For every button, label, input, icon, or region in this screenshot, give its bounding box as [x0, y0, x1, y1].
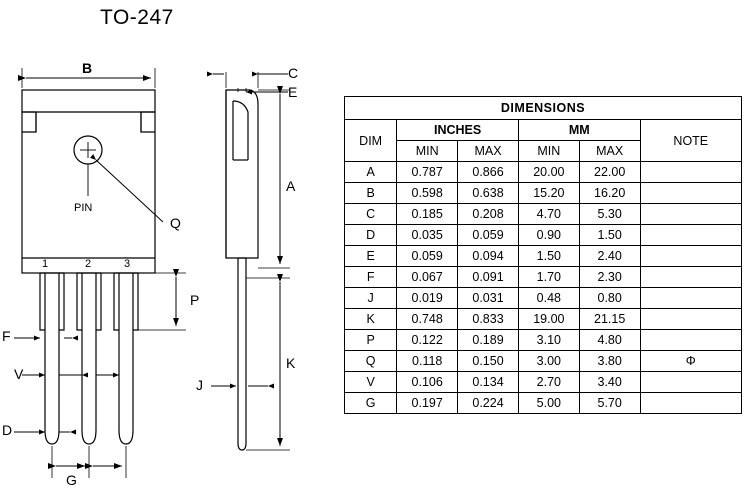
cell-inches-min: 0.059 [397, 246, 458, 267]
table-row [345, 393, 742, 414]
cell-mm-max: 5.30 [579, 204, 640, 225]
cell-note [640, 267, 741, 288]
cell-inches-max: 0.189 [458, 330, 519, 351]
cell-dim: E [345, 246, 397, 267]
cell-mm-max: 21.15 [579, 309, 640, 330]
cell-note [640, 183, 741, 204]
cell-mm-min: 15.20 [518, 183, 579, 204]
cell-inches-min: 0.106 [397, 372, 458, 393]
table-row [345, 183, 742, 204]
table-row [345, 372, 742, 393]
cell-dim: A [345, 162, 397, 183]
cell-mm-min: 1.70 [518, 267, 579, 288]
column-header-note: NOTE [640, 120, 741, 162]
cell-note [640, 393, 741, 414]
cell-mm-max: 16.20 [579, 183, 640, 204]
page-title: TO-247 [100, 6, 174, 29]
cell-mm-max: 22.00 [579, 162, 640, 183]
cell-note [640, 309, 741, 330]
cell-mm-max: 5.70 [579, 393, 640, 414]
cell-dim: Q [345, 351, 397, 372]
column-header-dim: DIM [345, 120, 397, 162]
cell-inches-min: 0.748 [397, 309, 458, 330]
dimension-label-k: K [286, 355, 296, 371]
cell-inches-max: 0.134 [458, 372, 519, 393]
dimension-label-g: G [66, 472, 77, 488]
cell-inches-min: 0.197 [397, 393, 458, 414]
cell-inches-min: 0.019 [397, 288, 458, 309]
cell-inches-min: 0.067 [397, 267, 458, 288]
cell-mm-max: 3.40 [579, 372, 640, 393]
cell-note [640, 204, 741, 225]
cell-inches-max: 0.150 [458, 351, 519, 372]
dimension-label-j: J [196, 377, 203, 393]
column-header-mm-min: MIN [518, 141, 579, 162]
table-row [345, 246, 742, 267]
dimension-label-p: P [190, 292, 200, 308]
cell-mm-max: 1.50 [579, 225, 640, 246]
table-row [345, 162, 742, 183]
pin-number-2: 2 [85, 258, 92, 270]
cell-mm-min: 5.00 [518, 393, 579, 414]
cell-inches-min: 0.118 [397, 351, 458, 372]
table-title: DIMENSIONS [345, 97, 742, 120]
cell-mm-max: 2.30 [579, 267, 640, 288]
dimension-label-b: B [82, 60, 93, 76]
cell-note [640, 162, 741, 183]
dimension-label-f: F [2, 328, 11, 344]
cell-inches-max: 0.031 [458, 288, 519, 309]
group-header-inches: INCHES [397, 120, 519, 141]
pin-number-1: 1 [42, 258, 49, 270]
cell-mm-max: 4.80 [579, 330, 640, 351]
cell-dim: P [345, 330, 397, 351]
cell-inches-max: 0.833 [458, 309, 519, 330]
table-row [345, 330, 742, 351]
table-row [345, 351, 742, 372]
cell-mm-min: 0.48 [518, 288, 579, 309]
cell-mm-min: 3.00 [518, 351, 579, 372]
cell-note: Φ [640, 351, 741, 372]
cell-inches-max: 0.866 [458, 162, 519, 183]
cell-mm-min: 19.00 [518, 309, 579, 330]
dimension-label-e: E [288, 84, 298, 100]
cell-dim: V [345, 372, 397, 393]
cell-mm-max: 0.80 [579, 288, 640, 309]
pin-label: PIN [74, 202, 93, 214]
dimension-label-a: A [286, 178, 296, 194]
cell-mm-min: 1.50 [518, 246, 579, 267]
cell-mm-min: 0.90 [518, 225, 579, 246]
cell-dim: B [345, 183, 397, 204]
cell-inches-min: 0.035 [397, 225, 458, 246]
cell-inches-min: 0.185 [397, 204, 458, 225]
cell-dim: K [345, 309, 397, 330]
cell-mm-min: 20.00 [518, 162, 579, 183]
column-header-inches-min: MIN [397, 141, 458, 162]
table-row [345, 288, 742, 309]
column-header-mm-max: MAX [579, 141, 640, 162]
cell-mm-min: 4.70 [518, 204, 579, 225]
cell-note [640, 246, 741, 267]
dimension-label-d: D [2, 422, 13, 438]
group-header-mm: MM [518, 120, 640, 141]
column-header-inches-max: MAX [458, 141, 519, 162]
cell-mm-max: 3.80 [579, 351, 640, 372]
dimensions-table [344, 96, 742, 414]
cell-note [640, 330, 741, 351]
dimension-label-v: V [14, 366, 24, 382]
cell-inches-max: 0.091 [458, 267, 519, 288]
dimension-label-c: C [288, 65, 299, 81]
cell-note [640, 288, 741, 309]
dimension-label-q: Q [170, 215, 181, 231]
cell-inches-max: 0.094 [458, 246, 519, 267]
cell-dim: D [345, 225, 397, 246]
cell-inches-min: 0.122 [397, 330, 458, 351]
cell-dim: C [345, 204, 397, 225]
pin-number-3: 3 [124, 258, 131, 270]
cell-mm-min: 2.70 [518, 372, 579, 393]
cell-dim: F [345, 267, 397, 288]
cell-dim: G [345, 393, 397, 414]
cell-inches-max: 0.224 [458, 393, 519, 414]
table-row [345, 309, 742, 330]
table-row [345, 204, 742, 225]
cell-inches-min: 0.787 [397, 162, 458, 183]
table-row [345, 225, 742, 246]
cell-mm-min: 3.10 [518, 330, 579, 351]
cell-inches-max: 0.638 [458, 183, 519, 204]
cell-inches-max: 0.208 [458, 204, 519, 225]
cell-inches-max: 0.059 [458, 225, 519, 246]
cell-mm-max: 2.40 [579, 246, 640, 267]
cell-inches-min: 0.598 [397, 183, 458, 204]
cell-note [640, 225, 741, 246]
cell-note [640, 372, 741, 393]
table-row [345, 267, 742, 288]
cell-dim: J [345, 288, 397, 309]
